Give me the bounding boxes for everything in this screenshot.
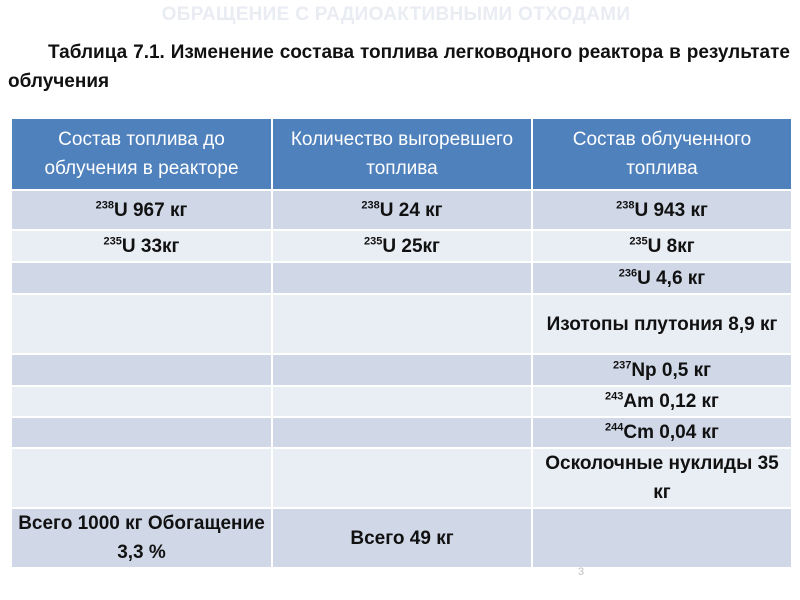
cell-text: U 33кг — [121, 235, 180, 257]
table-cell — [11, 230, 272, 262]
table-row — [11, 386, 792, 417]
cell-text: Np 0,5 кг — [631, 359, 712, 381]
isotope-mass-number: 243 — [605, 390, 624, 403]
isotope-mass-number: 237 — [612, 359, 632, 372]
table-cell — [532, 448, 792, 508]
isotope-mass-number: 235 — [629, 235, 648, 248]
table-row — [11, 448, 792, 508]
table-cell — [532, 230, 792, 262]
table-cell — [11, 354, 272, 386]
isotope-mass-number: 236 — [618, 267, 638, 280]
table-cell — [272, 448, 532, 508]
table-row — [11, 354, 792, 386]
table-cell — [532, 386, 792, 417]
fuel-composition-table — [10, 117, 793, 569]
table-cell — [532, 190, 792, 230]
table-cell — [532, 262, 792, 294]
cell-text: U 967 кг — [113, 199, 188, 221]
table-cell — [11, 508, 272, 568]
table-cell — [272, 354, 532, 386]
cell-text: U 943 кг — [634, 199, 708, 221]
cell-text: Осколочные нуклиды 35 кг — [545, 453, 779, 503]
table-row — [11, 190, 792, 230]
cell-text: Всего 1000 кг Обогащение 3,3 % — [18, 513, 265, 563]
isotope-mass-number: 238 — [361, 199, 380, 212]
table-cell — [532, 354, 792, 386]
table-cell — [532, 417, 792, 448]
header-fuel-before: Состав топлива до облучения в реакторе — [11, 118, 272, 190]
cell-text: Am 0,12 кг — [623, 391, 719, 412]
cell-text: U 24 кг — [379, 199, 443, 221]
table-cell — [11, 262, 272, 294]
isotope-mass-number: 235 — [364, 235, 383, 248]
table-cell — [272, 294, 532, 354]
slide-number: 3 — [578, 566, 585, 578]
table-row — [11, 508, 792, 568]
table-cell — [11, 386, 272, 417]
header-burned-fuel: Количество выгоревшего топлива — [272, 118, 532, 190]
table-cell — [272, 230, 532, 262]
table-cell — [272, 417, 532, 448]
table-header-row — [11, 118, 792, 190]
isotope-mass-number: 238 — [616, 199, 635, 212]
table-cell — [532, 294, 792, 354]
table-caption: Таблица 7.1. Изменение состава топлива легководного реактора в результате облучения — [8, 42, 790, 92]
cell-text: U 4,6 кг — [637, 267, 706, 289]
cell-text: Изотопы плутония 8,9 кг — [546, 313, 778, 335]
slide-header-title: ОБРАЩЕНИЕ С РАДИОАКТИВНЫМИ ОТХОДАМИ — [161, 4, 631, 25]
table-cell — [11, 448, 272, 508]
cell-text: Всего 49 кг — [350, 527, 454, 549]
isotope-mass-number: 238 — [95, 199, 114, 212]
cell-text: Cm 0,04 кг — [623, 422, 719, 443]
table-row — [11, 417, 792, 448]
table-cell — [11, 294, 272, 354]
cell-text: U 8кг — [647, 235, 695, 257]
table-cell — [272, 262, 532, 294]
table-row — [11, 230, 792, 262]
table-cell — [11, 190, 272, 230]
table-cell — [272, 386, 532, 417]
table-cell — [272, 508, 532, 568]
table-cell — [11, 417, 272, 448]
table-row — [11, 294, 792, 354]
isotope-mass-number: 244 — [605, 421, 624, 434]
header-irradiated-fuel: Состав облученного топлива — [532, 118, 792, 190]
cell-text: U 25кг — [382, 235, 440, 257]
table-cell — [532, 508, 792, 568]
table-row — [11, 262, 792, 294]
table-cell — [272, 190, 532, 230]
isotope-mass-number: 235 — [103, 235, 122, 248]
